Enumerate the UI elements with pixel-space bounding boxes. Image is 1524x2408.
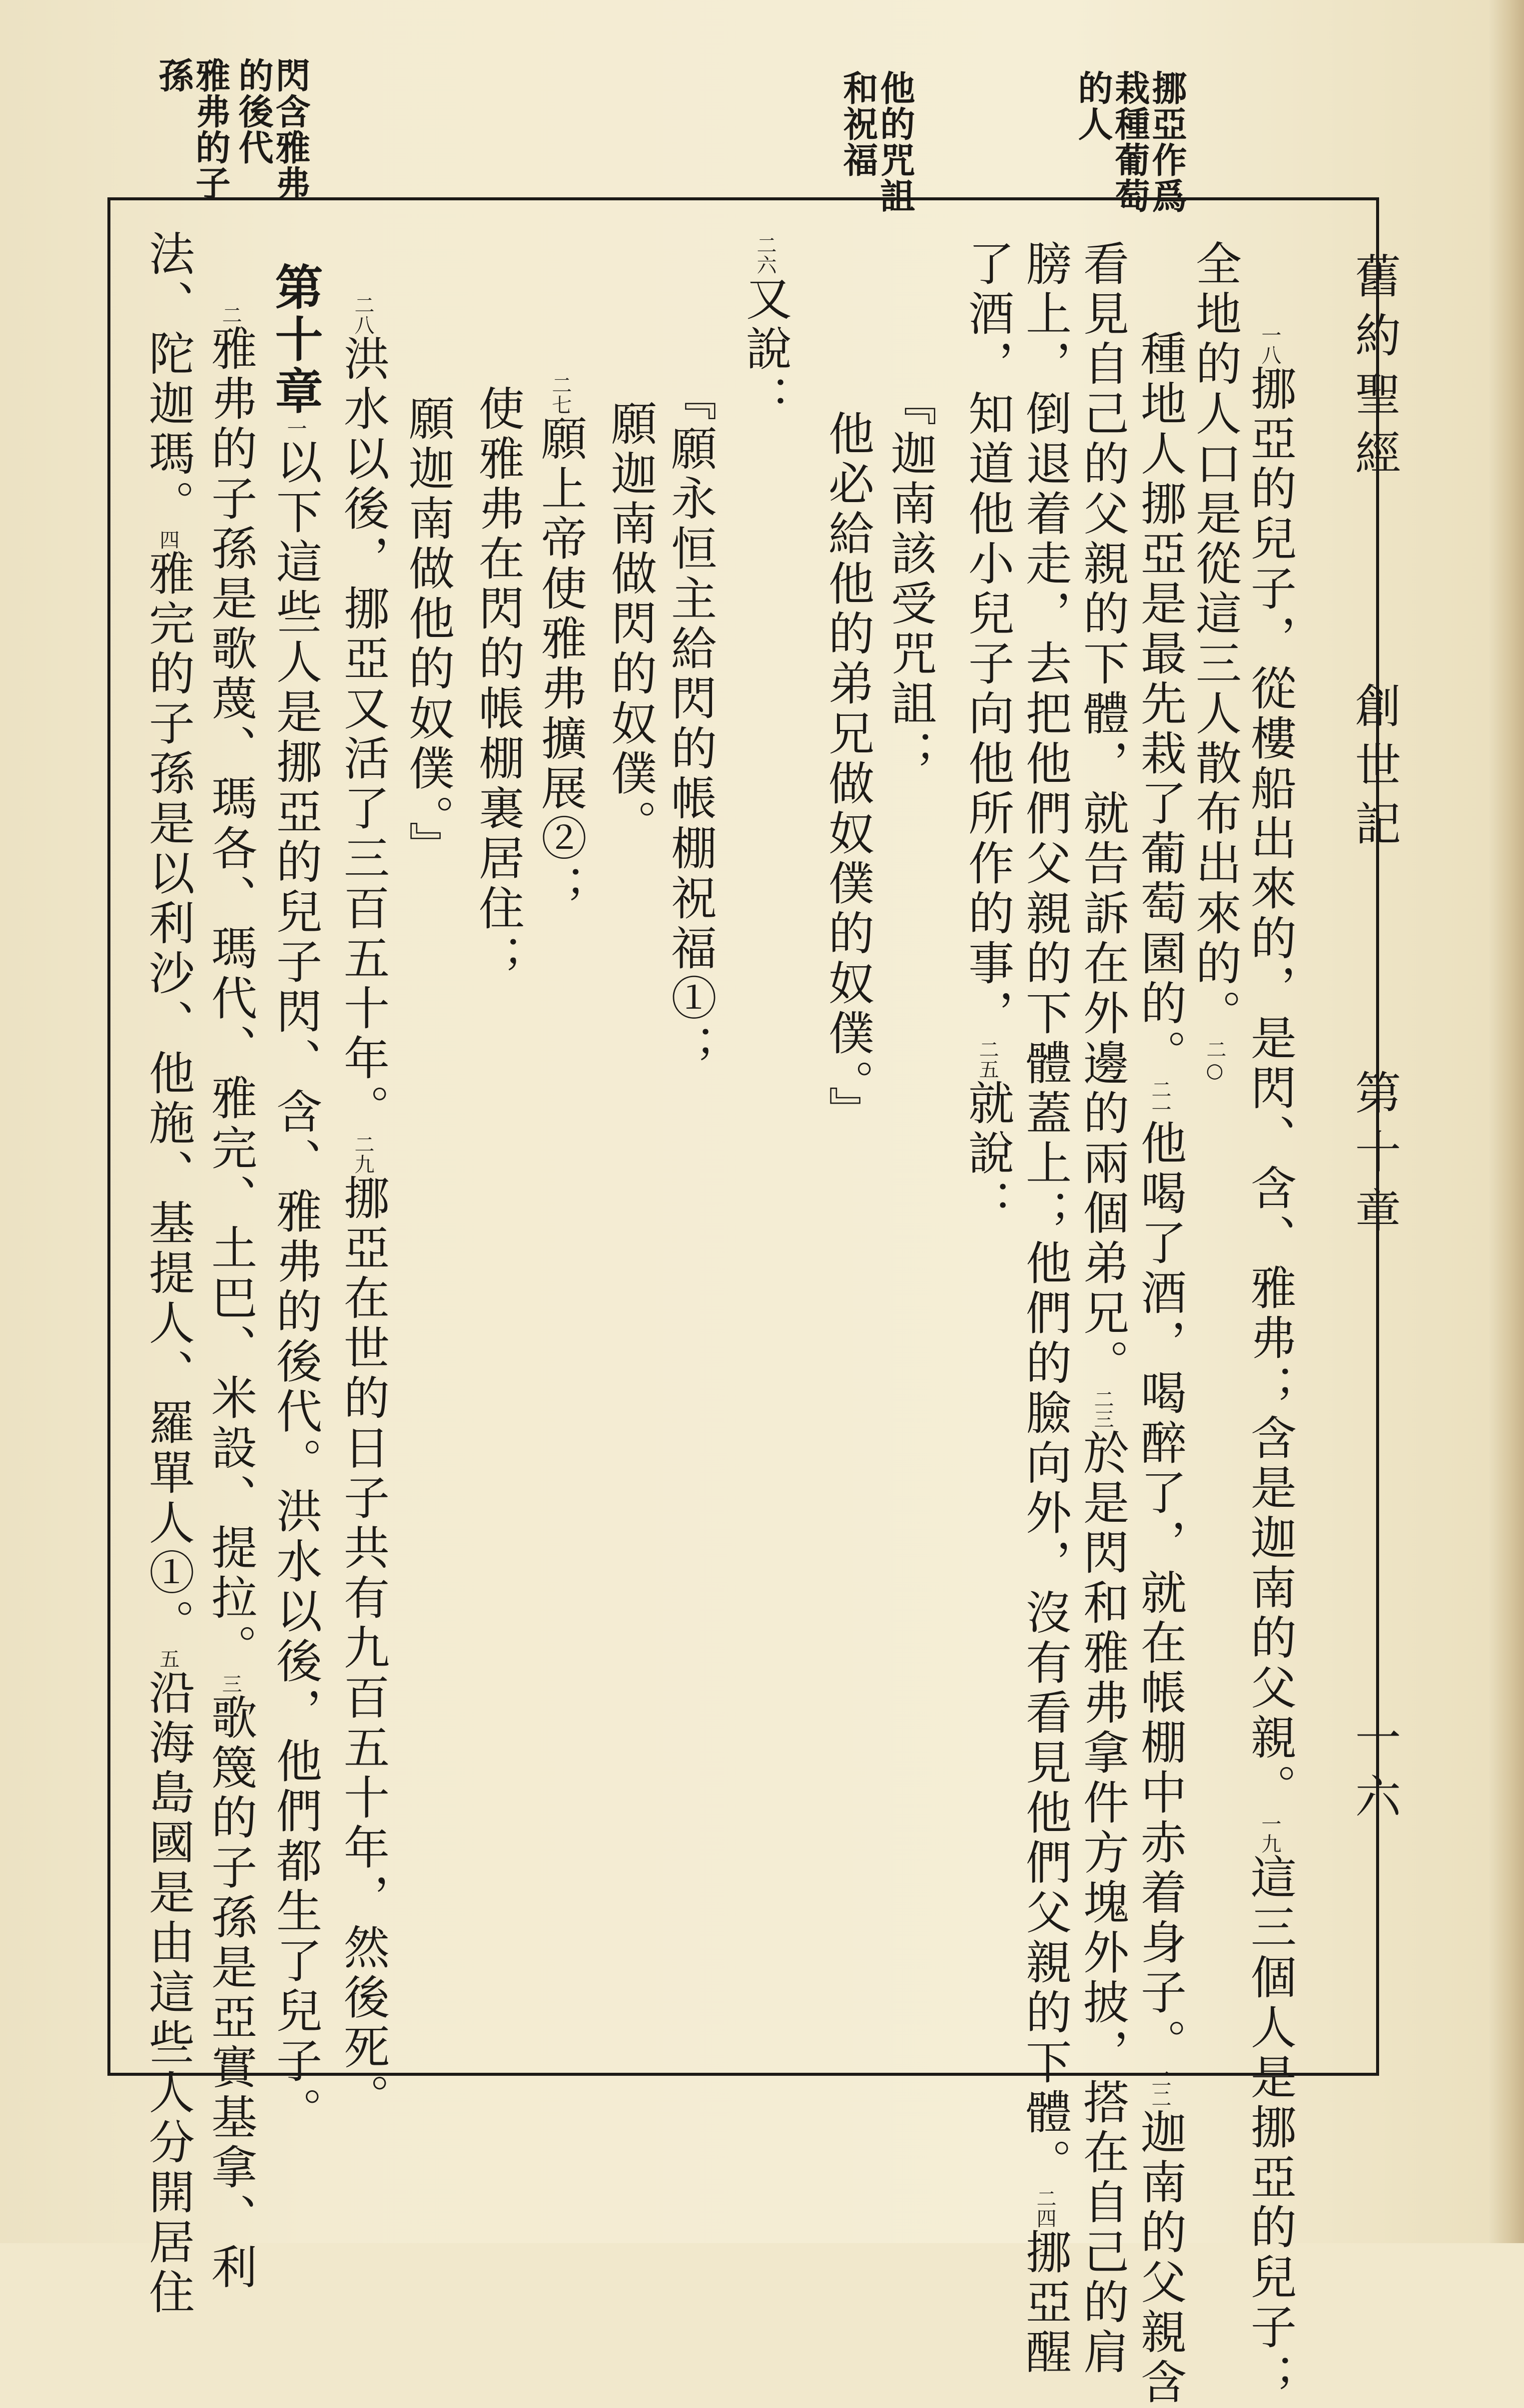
line-text: 以下這些人是挪亞的兒子閃、含、雅弗的後代。洪水以後，他們都生了兒子。 (269, 438, 322, 2137)
line-text: 挪亞醒 (1018, 2228, 1072, 2378)
line-text: 願迦南做他的奴僕。』 (401, 395, 455, 871)
line-text: 使雅弗在閃的帳棚裏居住； (471, 385, 525, 984)
margin-note-noah-vineyard: 挪亞作爲栽種葡萄的人 (1072, 70, 1188, 214)
text-line-18 (140, 230, 196, 2318)
book-title: 舊約聖經 (1348, 252, 1401, 488)
margin-note-curse-blessing: 他的咒詛和祝福 (837, 70, 916, 214)
text-line-13 (470, 385, 526, 984)
chapter-heading: 第十章 (267, 262, 324, 418)
chapter-title: 創世記 (1348, 682, 1401, 859)
margin-note-japheth-sons: 雅弗的子孫 (153, 57, 231, 201)
verse-number: 二○ (1203, 1039, 1226, 1082)
line-text: 願上帝使雅弗擴展②； (534, 415, 587, 914)
line-text: 又說： (739, 275, 792, 425)
line-text: 挪亞在世的日子共有九百五十年，然後死。 (336, 1174, 390, 2123)
verse-number: 二五 (976, 1039, 999, 1079)
line-text: 這三個人是挪亞的兒子； (1243, 1853, 1297, 2403)
verse-number: 五 (156, 1649, 179, 1669)
line-text: 『願永恒主給閃的帳棚祝福①； (664, 375, 717, 1074)
text-line-7 (882, 380, 938, 779)
verse-number: 一九 (1258, 1813, 1281, 1853)
line-text: 他喝了酒，喝醉了，就在帳棚中赤着身子。 (1133, 1119, 1187, 2068)
verse-number: 二九 (351, 1134, 374, 1174)
line-text: 挪亞的兒子，從樓船出來的，是閃、含、雅弗；含是迦南的父親。 (1243, 365, 1297, 1813)
line-text: 洪水以後，挪亞又活了三百五十年。 (336, 335, 390, 1134)
verse-number: 二一 (1148, 1079, 1171, 1119)
verse-number: 二八 (351, 295, 374, 335)
line-text: 雅弗的子孫是歌蔑、瑪各、瑪代、雅完、土巴、米設、提拉。 (204, 325, 257, 1674)
verse-number: 二七 (549, 375, 572, 415)
text-line-4 (1074, 240, 1130, 2378)
text-line-16 (267, 262, 323, 2137)
line-text: 膀上，倒退着走，去把他們父親的下體蓋上；他們的臉向外，沒有看見他們父親的下體。 (1018, 240, 1072, 2188)
verse-number: 一八 (1258, 325, 1281, 365)
line-text: 沿海島國是由這些人分開居住 (141, 1669, 195, 2318)
line-text: 法、陀迦瑪。 (141, 230, 195, 530)
line-text: 他必給他的弟兄做奴僕的奴僕。』 (821, 410, 874, 1136)
page-number: 一六 (1348, 1714, 1401, 1831)
verse-number: 一 (284, 418, 307, 438)
verse-number: 二六 (754, 235, 776, 275)
text-line-5 (1017, 240, 1073, 2378)
line-text: 全地的人口是從這三人散布出來的。 (1188, 240, 1242, 1039)
line-text: 了酒，知道他小兒子向他所作的事， (961, 240, 1014, 1039)
chapter-number: 第十章 (1348, 1069, 1401, 1246)
line-text: 雅完的子孫是以利沙、他施、基提人、羅單人①。 (141, 550, 195, 1649)
text-line-6 (959, 240, 1015, 1229)
line-text: 就說： (961, 1079, 1014, 1229)
text-line-11 (602, 400, 658, 849)
verse-number: 四 (156, 530, 179, 550)
text-line-8 (819, 410, 875, 1136)
line-text: 『迦南該受咒詛； (883, 380, 937, 779)
text-line-9 (737, 235, 793, 425)
verse-number: 二四 (1033, 2188, 1056, 2228)
text-line-3 (1132, 330, 1188, 2408)
text-line-2 (1187, 240, 1243, 1082)
verse-number: 三 (219, 1674, 242, 1694)
text-line-17 (202, 305, 258, 2293)
line-text: 迦南的父親含 (1133, 2108, 1187, 2408)
verse-number: 二二 (1148, 2068, 1171, 2108)
verse-number: 二三 (1091, 1389, 1114, 1429)
line-text: 願迦南做閃的奴僕。 (604, 400, 657, 849)
line-text: 歌篾的子孫是亞實基拿、利 (204, 1694, 257, 2293)
verse-number: 二 (219, 305, 242, 325)
margin-note-descendants: 閃含雅弗的後代 (233, 57, 311, 201)
text-line-14 (400, 395, 456, 871)
line-text: 看見自己的父親的下體，就告訴在外邊的兩個弟兄。 (1076, 240, 1129, 1389)
page-edge (1489, 0, 1524, 2243)
text-line-10 (662, 375, 718, 1074)
line-text: 種地人挪亞是最先栽了葡萄園的。 (1133, 330, 1187, 1079)
text-line-12 (532, 375, 588, 914)
text-line-1 (1242, 325, 1298, 2403)
line-text: 於是閃和雅弗拿件方塊外披，搭在自己的肩 (1076, 1429, 1129, 2378)
text-line-15 (335, 295, 391, 2123)
